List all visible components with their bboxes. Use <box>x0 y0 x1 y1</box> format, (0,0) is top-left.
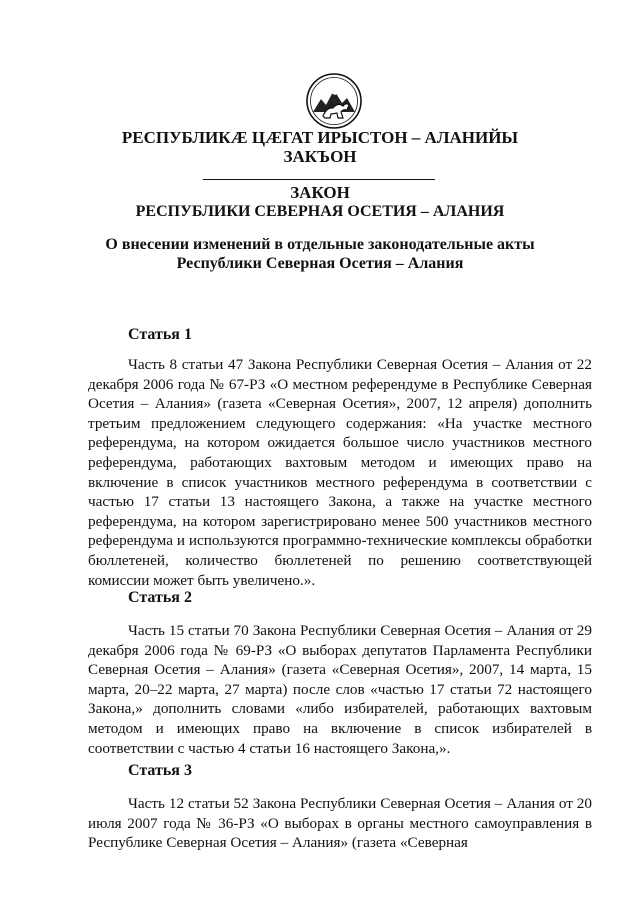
article-2-heading: Статья 2 <box>128 589 192 606</box>
law-title: ЗАКОН <box>290 183 350 202</box>
coat-of-arms-icon <box>305 72 363 130</box>
republic-name-ossetian: РЕСПУБЛИКӔ ЦӔГАТ ИРЫСТОН – АЛАНИЙЫ <box>121 128 519 147</box>
law-label-ossetian: ЗАКЪОН <box>283 147 357 166</box>
article-1-text: Часть 8 статьи 47 Закона Республики Северная Осетия – Алания от 22 декабря 2006 года № 67-РЗ «О местном референдуме в Республике Северная Осетия – Алания» (газета «Северная Осетия», 2007, 12 апреля) дополнить третьим предложением следующего содержания: «На участке местного референдума, на котором ожидается большое число участников местного референдума, работающих вахтовым методом и имеющих право на включение в список участников местного референдума в соответствии с частью 17 статьи 13 настоящего Закона, а также на участке местного референдума, на котором зарегистрировано менее 500 участников местного референдума и используются программно-технические комплексы обработки бюллетеней, количество бюллетеней по решению соответствующей комиссии может быть увеличено.». <box>88 356 592 589</box>
article-3-heading: Статья 3 <box>128 762 192 779</box>
article-3-text: Часть 12 статьи 52 Закона Республики Северная Осетия – Алания от 20 июля 2007 года № 36-РЗ «О выборах в органы местного самоуправления в Республике Северная Осетия – Алания» (газета «Северная <box>88 795 592 852</box>
article-1-heading: Статья 1 <box>128 326 192 343</box>
law-subject-line2: Республики Северная Осетия – Алания <box>176 255 464 272</box>
header-divider <box>203 179 435 180</box>
republic-name-russian: РЕСПУБЛИКИ СЕВЕРНАЯ ОСЕТИЯ – АЛАНИЯ <box>135 203 505 220</box>
article-2-text: Часть 15 статьи 70 Закона Республики Северная Осетия – Алания от 29 декабря 2006 года № 69-РЗ «О выборах депутатов Парламента Республики Северная Осетия – Алания» (газета «Северная Осетия», 2007, 14 марта, 15 марта, 20–22 марта, 27 марта) после слов «частью 17 статьи 72 настоящего Закона,» дополнить словами «либо избирателей, работающих вахтовым методом и имеющих право на включение в список избирателей в соответствии с частью 4 статьи 16 настоящего Закона,». <box>88 622 592 757</box>
law-subject-line1: О внесении изменений в отдельные законодательные акты <box>105 236 535 253</box>
